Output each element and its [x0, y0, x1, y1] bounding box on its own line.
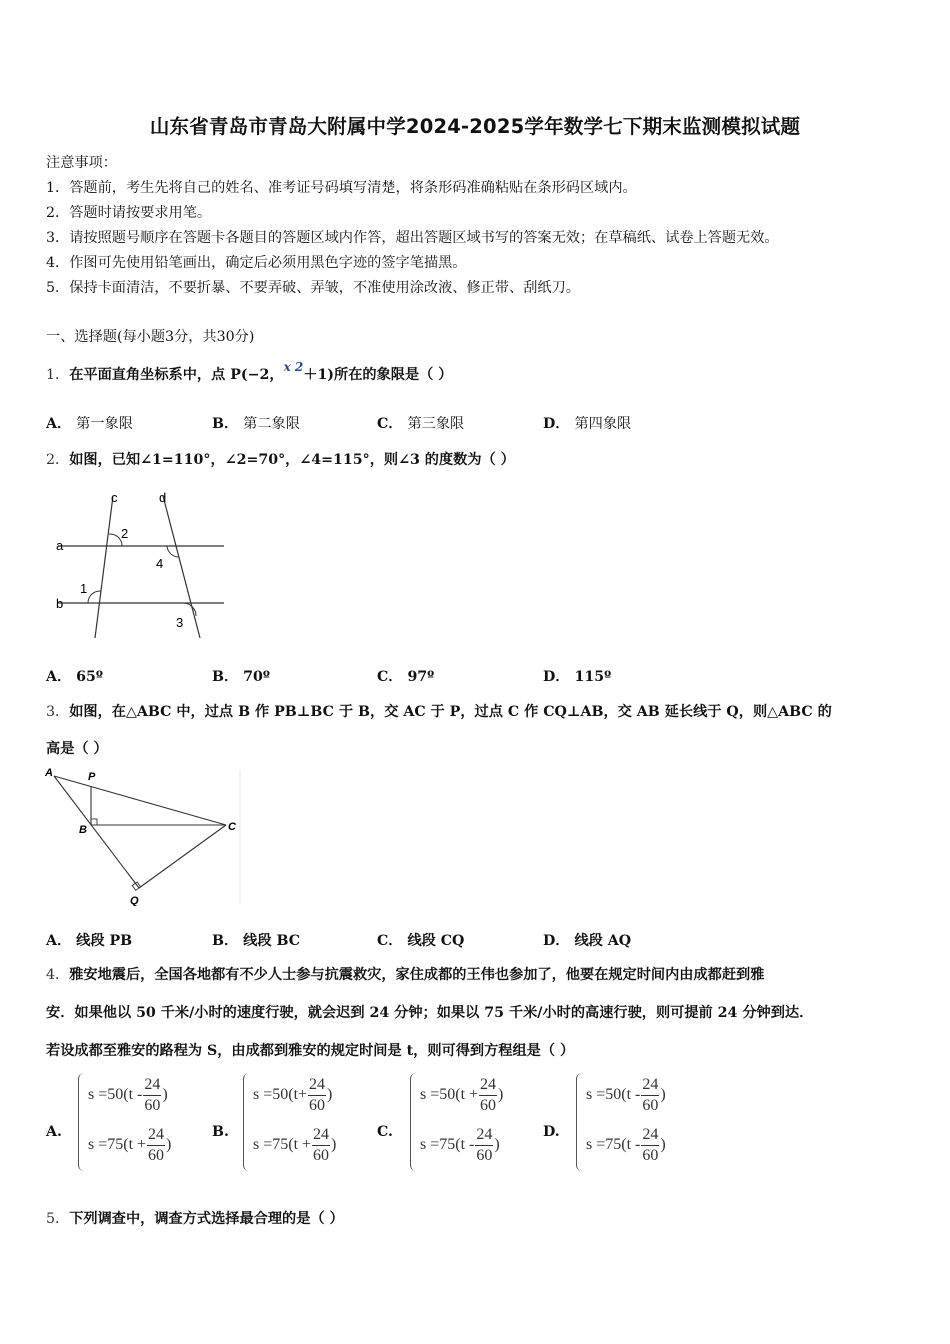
option-a-label[interactable]: A.	[46, 1124, 62, 1140]
label-a: a	[56, 538, 64, 553]
option-b[interactable]: B． 70º	[212, 669, 270, 685]
question-number: 4．	[46, 967, 70, 983]
label-P: P	[88, 771, 96, 783]
notice-item: 5．保持卡面清洁，不要折暴、不要弄破、弄皱，不准使用涂改液、修正带、刮纸刀。	[46, 280, 580, 296]
question-number: 2．	[46, 452, 70, 468]
label-Q: Q	[130, 895, 139, 906]
question-5	[46, 1208, 344, 1228]
question-number: 1．	[46, 367, 70, 383]
page-title: 山东省青岛市青岛大附属中学2024-2025学年数学七下期末监测模拟试题	[149, 115, 801, 138]
option-b-label[interactable]: B.	[212, 1124, 229, 1140]
notice-item: 1．答题前，考生先将自己的姓名、准考证号码填写清楚，将条形码准确粘贴在条形码区域内。	[46, 180, 637, 196]
notice-heading: 注意事项：	[46, 155, 117, 171]
question-4	[46, 964, 764, 984]
question-text: 如图，在△ABC 中，过点 B 作 PB⊥BC 于 B，交 AC 于 P，过点 C 作 CQ⊥AB，交 AB 延长线于 Q，则△ABC 的	[69, 704, 832, 720]
question-text: ＋1)所在的象限是（ ）	[303, 367, 453, 383]
angle-3: 3	[176, 615, 184, 630]
option-a[interactable]: A． 65º	[46, 669, 103, 685]
label-C: C	[228, 821, 236, 833]
question-text: 在平面直角坐标系中，点 P(−2，	[69, 367, 284, 383]
notice-item: 4．作图可先使用铅笔画出，确定后必须用黑色字迹的签字笔描黑。	[46, 255, 467, 271]
parallel-lines-figure	[46, 486, 236, 646]
question-4-cont: 若设成都至雅安的路程为 S，由成都到雅安的规定时间是 t，则可得到方程组是（ ）	[46, 1043, 575, 1059]
option-d[interactable]: D． 第四象限	[543, 416, 632, 432]
angle-4: 4	[156, 556, 164, 571]
question-1	[46, 360, 453, 384]
option-b[interactable]: B． 线段 BC	[212, 933, 301, 949]
angle-2: 2	[121, 526, 129, 541]
question-text: 雅安地震后，全国各地都有不少人士参与抗震救灾，家住成都的王伟也参加了，他要在规定时间内由成都赶到雅	[69, 967, 765, 983]
option-d[interactable]: D． 线段 AQ	[543, 933, 632, 949]
angle-1: 1	[80, 581, 88, 596]
option-a[interactable]: A． 线段 PB	[46, 933, 133, 949]
question-text: 下列调查中，调查方式选择最合理的是（ ）	[69, 1211, 344, 1227]
question-number: 5．	[46, 1211, 70, 1227]
question-3-cont: 高是（ ）	[46, 741, 108, 757]
option-b[interactable]: B． 第二象限	[212, 416, 300, 432]
label-b: b	[56, 596, 64, 611]
superscript-x2: x 2	[283, 360, 304, 374]
question-3	[46, 701, 832, 721]
notice-item: 2．答题时请按要求用笔。	[46, 205, 212, 221]
option-c-label[interactable]: C.	[377, 1124, 393, 1140]
triangle-figure	[44, 764, 242, 906]
option-d-label[interactable]: D.	[543, 1124, 560, 1140]
label-d: d	[159, 490, 167, 505]
option-c[interactable]: C． 97º	[377, 669, 435, 685]
section-heading: 一、选择题(每小题3分，共30分)	[46, 329, 255, 345]
option-a[interactable]: A． 第一象限	[46, 416, 133, 432]
question-4-cont: 安．如果他以 50 千米/小时的速度行驶，就会迟到 24 分钟；如果以 75 千米/小时的高速行驶，则可提前 24 分钟到达．	[46, 1005, 814, 1021]
question-text: 如图，已知∠1=110°，∠2=70°，∠4=115°，则∠3 的度数为（ ）	[69, 452, 515, 468]
notice-item: 3．请按照题号顺序在答题卡各题目的答题区域内作答，超出答题区域书写的答案无效；在草稿纸、试卷上答题无效。	[46, 230, 779, 246]
label-B: B	[79, 824, 87, 836]
question-number: 3．	[46, 704, 70, 720]
option-d[interactable]: D． 115º	[543, 669, 612, 685]
label-A: A	[45, 767, 53, 779]
label-c: c	[111, 490, 118, 505]
option-c[interactable]: C． 第三象限	[377, 416, 465, 432]
option-c[interactable]: C． 线段 CQ	[377, 933, 465, 949]
question-2	[46, 449, 515, 469]
